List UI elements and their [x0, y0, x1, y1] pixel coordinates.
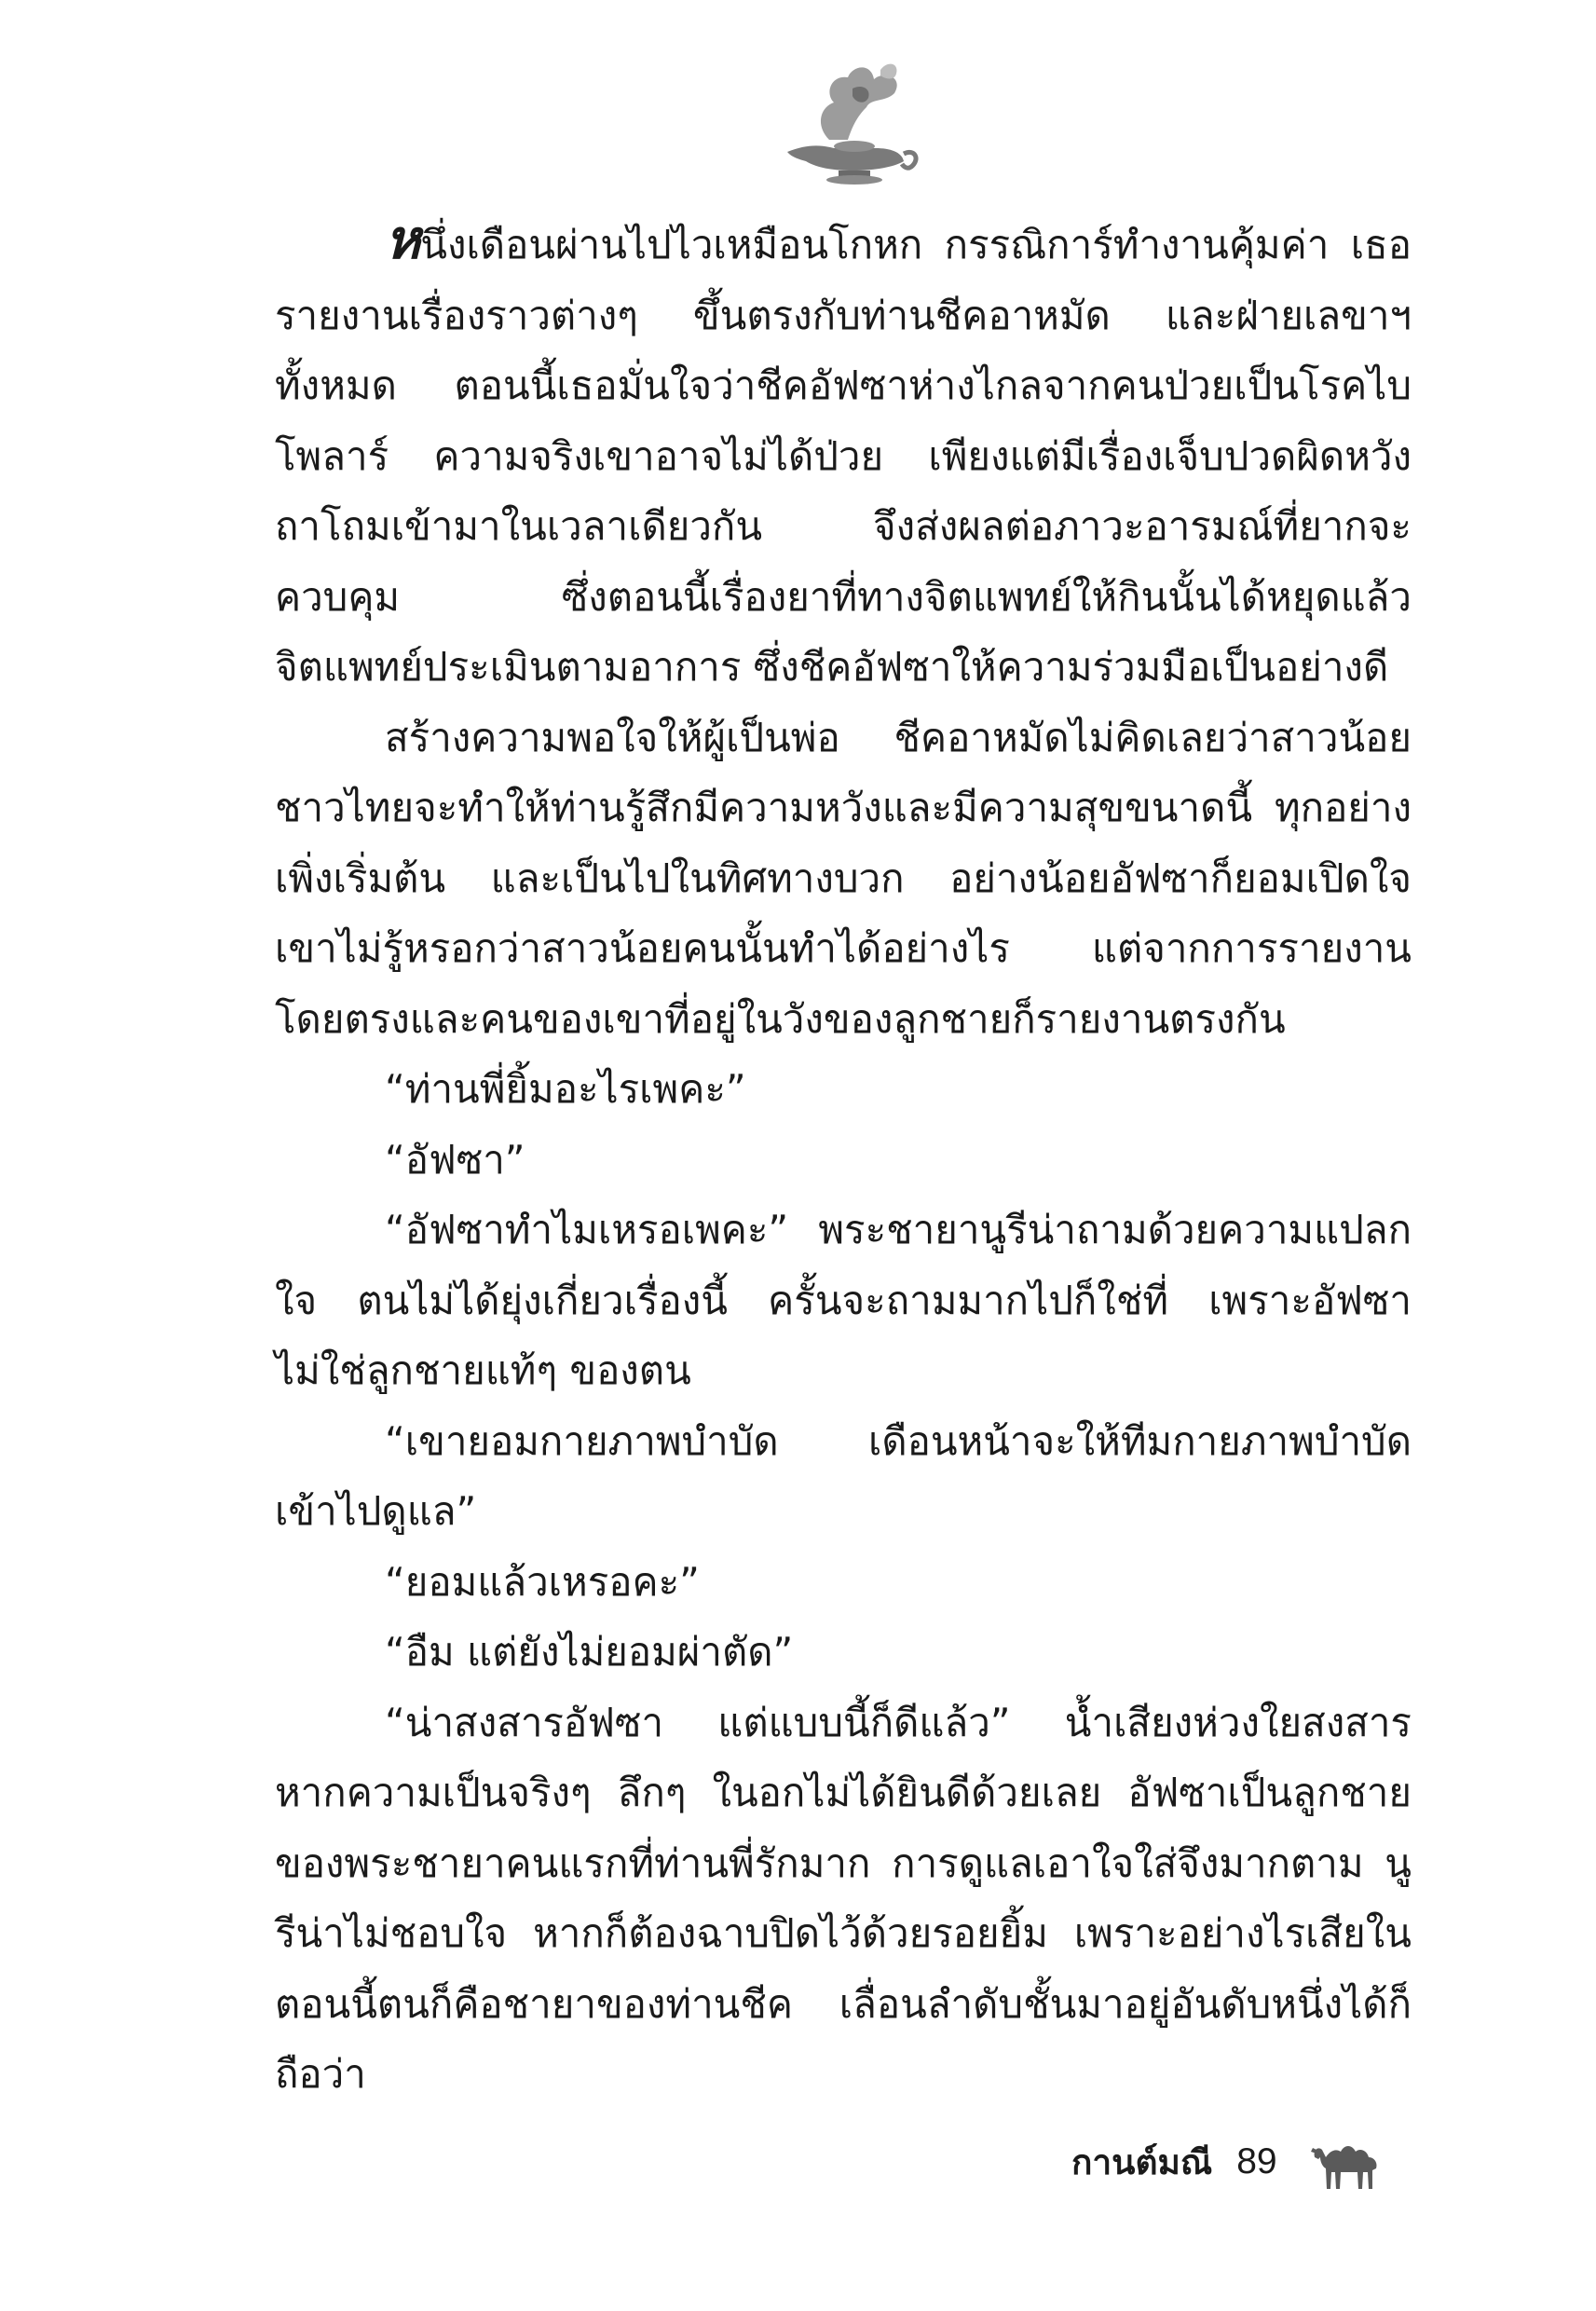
- dialogue-line: “อัฟซา”: [385, 1136, 525, 1183]
- paragraph: สร้างความพอใจให้ผู้เป็นพ่อ ชีคอาหมัดไม่คิดเลยว่าสาวน้อยชาวไทยจะทำให้ท่านรู้สึกมีความหวังและมีความสุขขนาดนี้ ทุกอย่างเพิ่งเริ่มต้น และเป็นไปในทิศทางบวก อย่างน้อยอัฟซาก็ยอมเปิดใจ เขาไม่รู้หรอกว่าสาวน้อยคนนั้นทำได้อย่างไร แต่จากการรายงานโดยตรงและคนของเขาที่อยู่ในวังของลูกชายก็รายงานตรงกัน: [275, 714, 1412, 1042]
- paragraph: “น่าสงสารอัฟซา แต่แบบนี้ก็ดีแล้ว” น้ำเสียงห่วงใยสงสาร หากความเป็นจริงๆ ลึกๆ ในอกไม่ได้ยินดีด้วยเลย อัฟซาเป็นลูกชายของพระชายาคนแรกที่ท่านพี่รักมาก การดูแลเอาใจใส่จึงมากตาม นูรีน่าไม่ชอบใจ หากก็ต้องฉาบปิดไว้ด้วยรอยยิ้ม เพราะอย่างไรเสียในตอนนี้ตนก็คือชายาของท่านชีค เลื่อนลำดับชั้นมาอยู่อันดับหนึ่งได้ก็ถือว่า: [275, 1699, 1412, 2097]
- dialogue-line: “ยอมแล้วเหรอคะ”: [385, 1558, 700, 1605]
- dialogue-line: “ท่านพี่ยิ้มอะไรเพคะ”: [385, 1066, 746, 1112]
- paragraph: “อัฟซาทำไมเหรอเพคะ” พระชายานูรีน่าถามด้วยความแปลกใจ ตนไม่ได้ยุ่งเกี่ยวเรื่องนี้ ครั้นจะถามมากไปก็ใช่ที่ เพราะอัฟซาไม่ใช่ลูกชายแท้ๆ ของตน: [275, 1207, 1412, 1393]
- paragraph-text: นึ่งเดือนผ่านไปไวเหมือนโกหก กรรณิการ์ทำงานคุ้มค่า เธอรายงานเรื่องราวต่างๆ ขึ้นตรงกับท่านชีคอาหมัด และฝ่ายเลขาฯ ทั้งหมด ตอนนี้เธอมั่นใจว่าชีคอัฟซาห่างไกลจากคนป่วยเป็นโรคไบโพลาร์ ความจริงเขาอาจไม่ได้ป่วย เพียงแต่มีเรื่องเจ็บปวดผิดหวังถาโถมเข้ามาในเวลาเดียวกัน จึงส่งผลต่อภาวะอารมณ์ที่ยากจะควบคุม ซึ่งตอนนี้เรื่องยาที่ทางจิตแพทย์ให้กินนั้นได้หยุดแล้ว จิตแพทย์ประเมินตามอาการ ซึ่งชีคอัฟซาให้ความร่วมมือเป็นอย่างดี: [275, 222, 1412, 690]
- book-title: กานต์มณี: [1071, 2141, 1213, 2182]
- page-footer: [1071, 2120, 1463, 2204]
- genie-lamp-icon: [764, 51, 922, 191]
- drop-cap: ห: [385, 208, 421, 271]
- page-number: 89: [1236, 2141, 1277, 2181]
- dialogue-line: “อืม แต่ยังไม่ยอมผ่าตัด”: [385, 1629, 794, 1675]
- paragraph: [275, 210, 1412, 703]
- camel-icon: [1307, 2129, 1386, 2195]
- dialogue-line: “เขายอมกายภาพบำบัด เดือนหน้าจะให้ทีมกายภาพบำบัดเข้าไปดูแล”: [275, 1417, 1412, 1534]
- body-text: [275, 210, 1412, 2110]
